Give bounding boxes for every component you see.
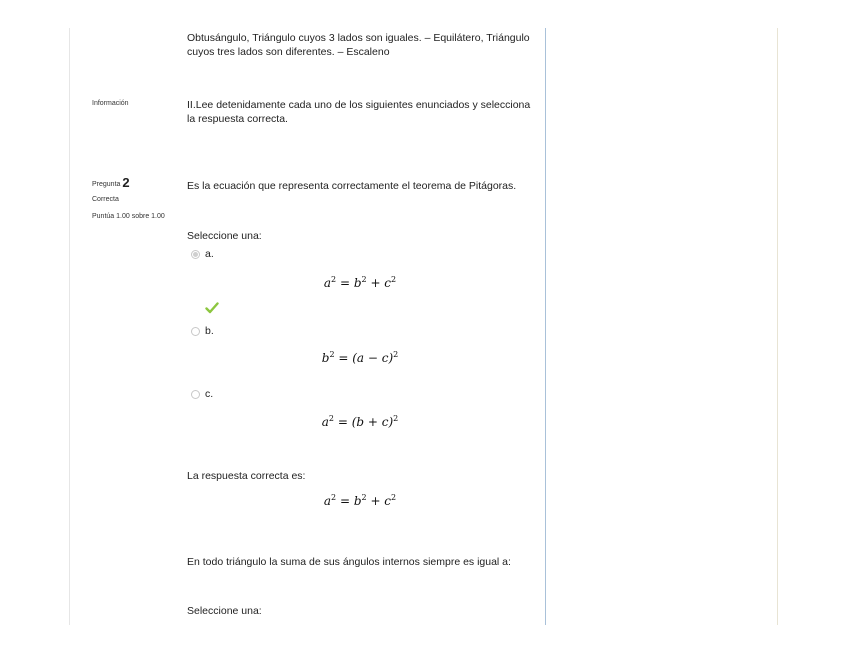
option-b-label: b.	[205, 325, 214, 337]
formula-a: $a^2 = b^2 + c^2$	[323, 275, 397, 290]
formula-b: $b^2 = (a - c)^2$	[321, 350, 399, 365]
question-number	[92, 177, 167, 190]
question-score: Puntúa 1.00 sobre 1.00	[92, 213, 165, 220]
radio-b[interactable]	[191, 327, 200, 336]
radio-a[interactable]	[191, 250, 200, 259]
info-text: II.Lee detenidamente cada uno de los siguientes enunciados y selecciona la respuesta correcta.	[187, 99, 531, 125]
feedback-label: La respuesta correcta es:	[187, 470, 306, 482]
intro-text: Obtusángulo, Triángulo cuyos 3 lados son iguales. – Equilátero, Triángulo cuyos tres lados son diferentes. – Escaleno	[187, 32, 530, 58]
question3-prompt: Seleccione una:	[187, 605, 262, 617]
option-c-label: c.	[205, 388, 214, 400]
right-border	[777, 28, 778, 625]
question-status: Correcta	[92, 196, 119, 203]
question-label: Pregunta	[92, 181, 121, 188]
option-c[interactable]	[191, 388, 213, 400]
question-number-value: 2	[122, 175, 130, 190]
info-label: Información	[92, 100, 129, 107]
radio-c[interactable]	[191, 390, 200, 399]
option-a-label: a.	[205, 248, 214, 260]
correct-check-icon	[205, 301, 219, 315]
feedback-formula: $a^2 = b^2 + c^2$	[323, 493, 397, 508]
option-b[interactable]	[191, 325, 214, 337]
left-border	[69, 28, 70, 625]
question-text: Es la ecuación que representa correctamente el teorema de Pitágoras.	[187, 180, 517, 192]
question3-text: En todo triángulo la suma de sus ángulos internos siempre es igual a:	[187, 556, 511, 568]
question-info	[92, 177, 167, 222]
select-prompt: Seleccione una:	[187, 230, 262, 242]
formula-c: $a^2 = (b + c)^2$	[321, 414, 399, 429]
content-divider	[545, 28, 546, 625]
option-a[interactable]	[191, 248, 214, 260]
